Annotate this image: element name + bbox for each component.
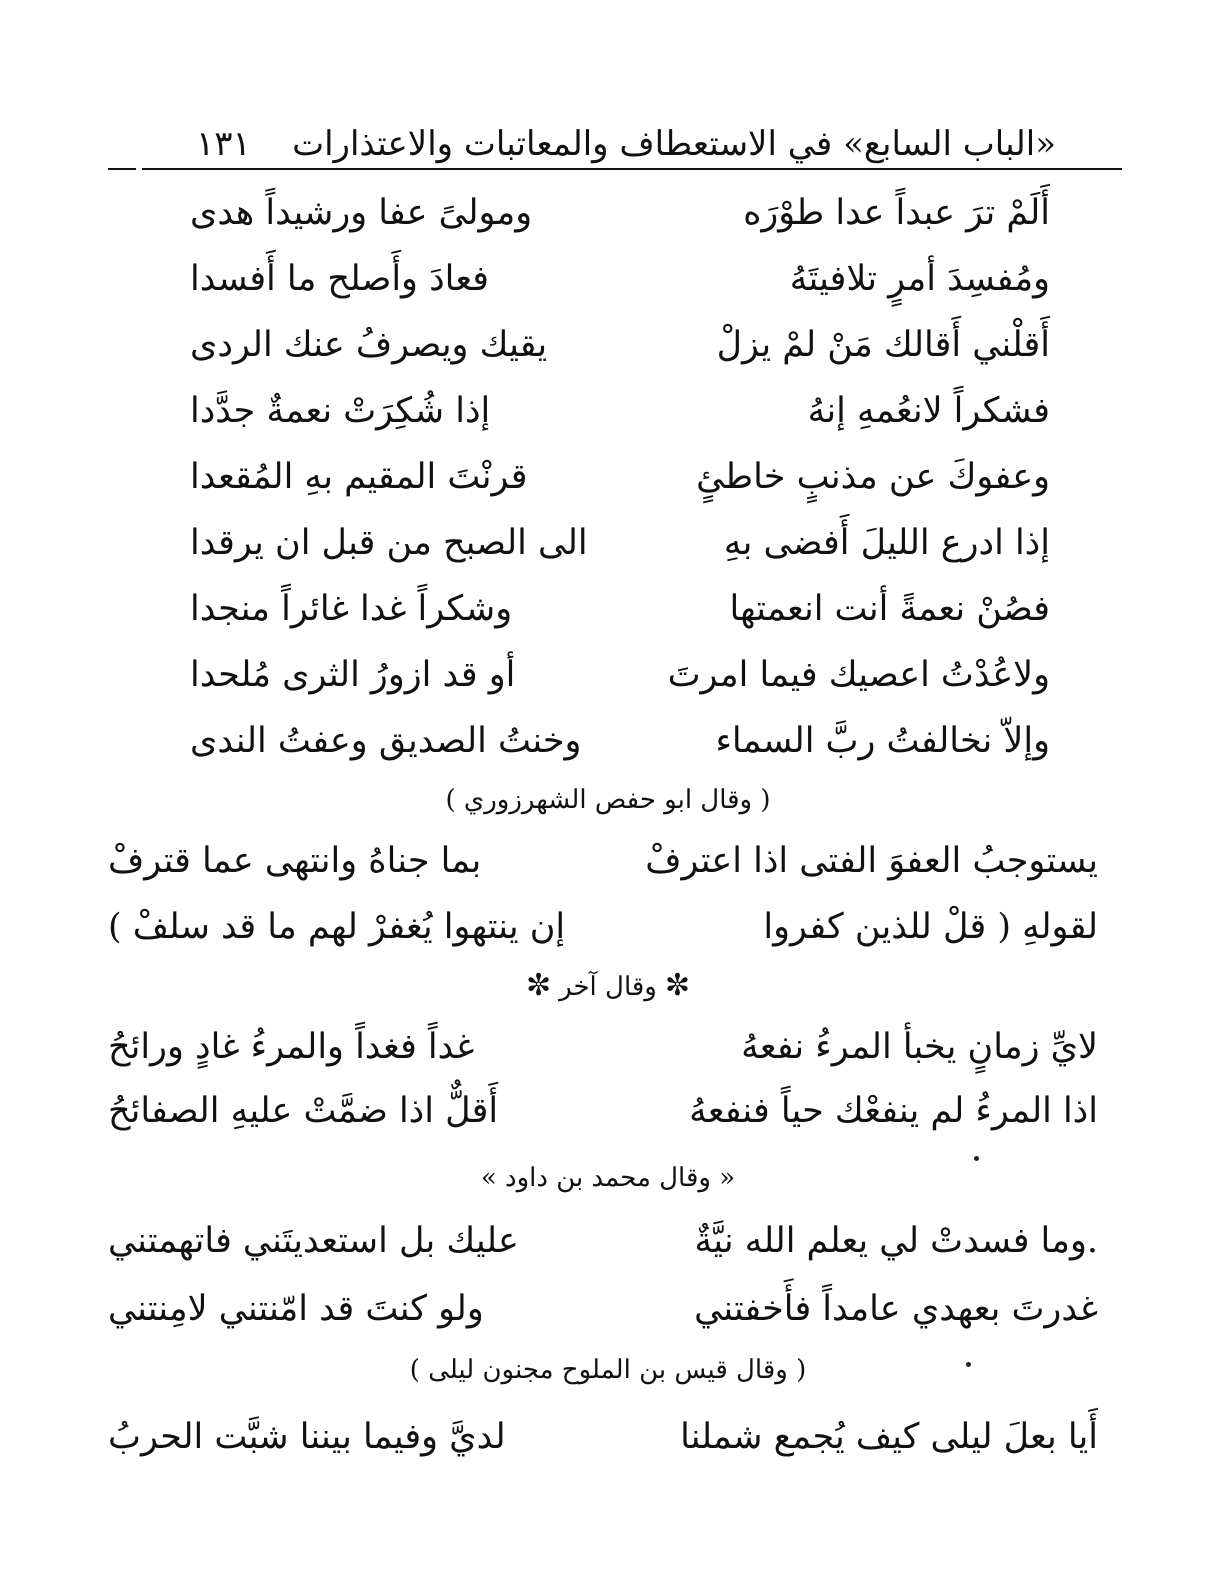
section-heading: ( وقال ابو حفص الشهرزوري ) xyxy=(445,785,771,815)
verse-second-hemistich: قرنْتَ المقيم بهِ المُقعدا xyxy=(190,457,528,497)
verse-first-hemistich: لايِّ زمانٍ يخبأ المرءُ نفعهُ xyxy=(741,1027,1098,1067)
chapter-title: «الباب السابع» في الاستعطاف والمعاتبات والاعتذارات xyxy=(292,124,1056,164)
verse-second-hemistich: إذا شُكِرَتْ نعمةٌ جدَّدا xyxy=(190,391,491,431)
verse-first-hemistich: ولاعُدْتُ اعصيك فيما امرتَ xyxy=(667,655,1050,695)
verse-line xyxy=(190,320,1050,370)
verse-line xyxy=(108,1216,1098,1266)
verse-line xyxy=(108,1086,1098,1136)
verse-first-hemistich: لقولهِ ( قلْ للذين كفروا xyxy=(763,907,1098,947)
verse-second-hemistich: فعادَ وأَصلح ما أَفسدا xyxy=(190,259,489,299)
verse-line xyxy=(108,836,1098,886)
page-number: ١٣١ xyxy=(196,124,251,164)
header-rule xyxy=(142,168,1122,170)
verse-line xyxy=(190,386,1050,436)
verse-first-hemistich: يستوجبُ العفوَ الفتى اذا اعترفْ xyxy=(645,841,1098,881)
section-heading: ( وقال قيس بن الملوح مجنون ليلى ) xyxy=(409,1355,807,1385)
verse-line xyxy=(190,518,1050,568)
verse-first-hemistich: أَلَمْ ترَ عبداً عدا طوْرَه xyxy=(743,193,1050,233)
verse-line xyxy=(108,1412,1098,1462)
verse-second-hemistich: عليك بل استعديتَني فاتهمتني xyxy=(108,1221,519,1261)
verse-second-hemistich: وشكراً غدا غائراً منجدا xyxy=(190,589,513,629)
verse-second-hemistich: وخنتُ الصديق وعفتُ الندى xyxy=(190,721,582,761)
verse-first-hemistich: وإلاّ نخالفتُ ربَّ السماء xyxy=(715,721,1050,761)
page-header xyxy=(196,112,1056,164)
verse-line xyxy=(190,188,1050,238)
ornament-icon: ✼ xyxy=(664,968,690,1003)
verse-first-hemistich: غدرتَ بعهدي عامداً فأَخفتني xyxy=(694,1289,1098,1329)
verse-line xyxy=(190,650,1050,700)
verse-first-hemistich: إذا ادرع الليلَ أَفضى بهِ xyxy=(723,523,1050,563)
verse-first-hemistich: أَيا بعلَ ليلى كيف يُجمع شملنا xyxy=(680,1417,1098,1457)
verse-first-hemistich: فشكراً لانعُمهِ إنهُ xyxy=(807,391,1050,431)
verse-first-hemistich: ومُفسِدَ أمرٍ تلافيتَهُ xyxy=(789,259,1050,299)
verse-second-hemistich: ولو كنتَ قد امّنتني لامِنتني xyxy=(108,1289,484,1329)
verse-first-hemistich: اذا المرءُ لم ينفعْك حياً فنفعهُ xyxy=(689,1091,1098,1131)
verse-line xyxy=(190,254,1050,304)
verse-second-hemistich: لديَّ وفيما بيننا شبَّت الحربُ xyxy=(108,1417,506,1457)
verse-first-hemistich: أَقلْني أَقالك مَنْ لمْ يزلْ xyxy=(716,325,1050,365)
verse-second-hemistich: بما جناهُ وانتهى عما قترفْ xyxy=(108,841,482,881)
section-heading: « وقال محمد بن داود » xyxy=(480,1163,736,1193)
verse-line xyxy=(108,902,1098,952)
section-heading xyxy=(0,966,1216,1006)
verse-second-hemistich: يقيك ويصرفُ عنك الردى xyxy=(190,325,548,365)
header-dash xyxy=(108,168,136,170)
verse-line xyxy=(108,1022,1098,1072)
verse-second-hemistich: ومولىً عفا ورشيداً هدى xyxy=(190,193,533,233)
verse-line xyxy=(190,584,1050,634)
ink-speck xyxy=(966,1362,971,1367)
section-heading-text: وقال آخر xyxy=(559,972,657,1002)
verse-second-hemistich: إن ينتهوا يُغفرْ لهم ما قد سلفْ ) xyxy=(108,907,566,947)
verse-line xyxy=(108,1284,1098,1334)
verse-second-hemistich: الى الصبح من قبل ان يرقدا xyxy=(190,523,588,563)
verse-first-hemistich: .وما فسدتْ لي يعلم الله نيَّةٌ xyxy=(694,1221,1098,1261)
verse-first-hemistich: وعفوكَ عن مذنبٍ خاطئٍ xyxy=(696,457,1050,497)
verse-second-hemistich: أو قد ازورُ الثرى مُلحدا xyxy=(190,655,516,695)
verse-line xyxy=(190,452,1050,502)
ornament-icon: ✼ xyxy=(526,968,552,1003)
verse-first-hemistich: فصُنْ نعمةً أنت انعمتها xyxy=(729,589,1050,629)
verse-second-hemistich: غداً فغداً والمرءُ غادٍ ورائحُ xyxy=(108,1027,475,1067)
verse-line xyxy=(190,716,1050,766)
verse-second-hemistich: أَقلٌّ اذا ضمَّتْ عليهِ الصفائحُ xyxy=(108,1091,499,1131)
